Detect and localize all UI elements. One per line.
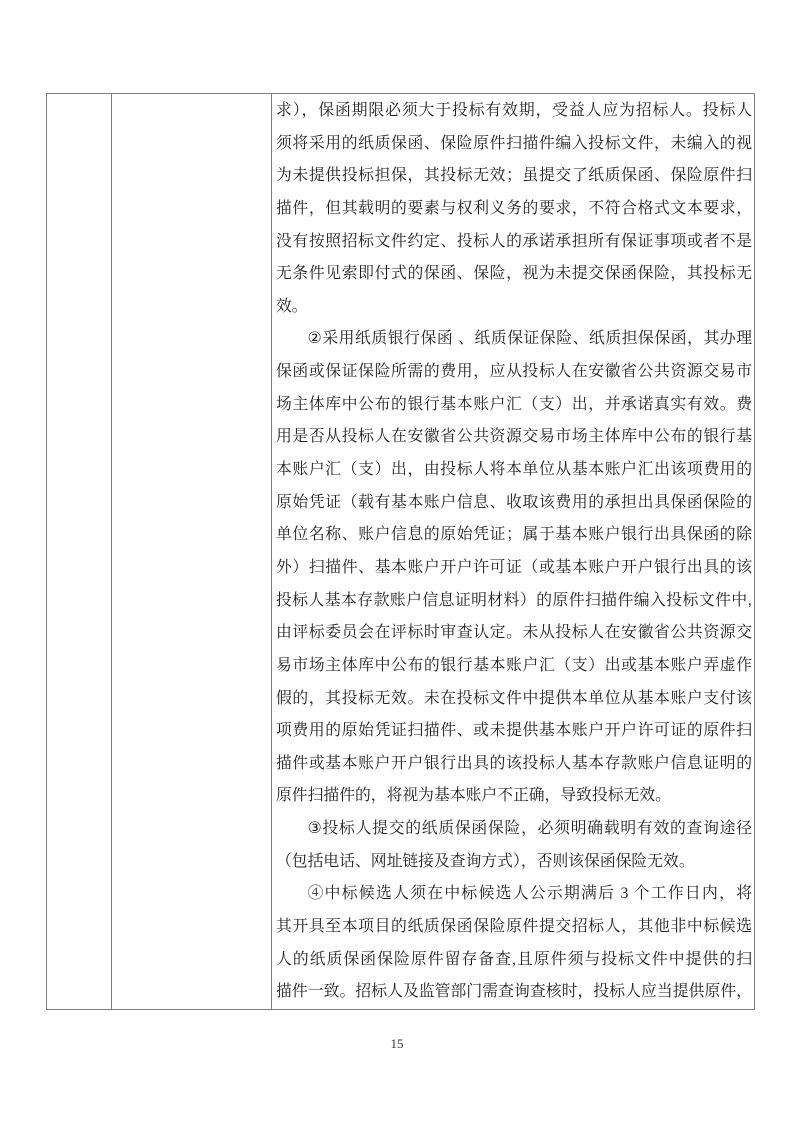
content-table (46, 93, 755, 1010)
table-cell-middle (112, 94, 272, 1009)
text-line: 假的，其投标无效。未在投标文件中提供本单位从基本账户支付该 (276, 689, 752, 707)
text-line: 项费用的原始凭证扫描件、或未提供基本账户开户许可证的原件扫 (276, 722, 752, 740)
text-line: 保函或保证保险所需的费用，应从投标人在安徽省公共资源交易市 (276, 363, 752, 381)
text-line: 人的纸质保函保险原件留存备查,且原件须与投标文件中提供的扫 (276, 950, 752, 968)
text-line: 其开具至本项目的纸质保函保险原件提交招标人，其他非中标候选 (276, 918, 752, 936)
text-line: 原始凭证（载有基本账户信息、收取该费用的承担出具保函保险的 (276, 493, 752, 511)
text-line: 本账户汇（支）出，由投标人将本单位从基本账户汇出该项费用的 (276, 461, 752, 479)
text-line: 效。 (276, 297, 308, 315)
text-line: 求），保函期限必须大于投标有效期，受益人应为招标人。投标人 (276, 102, 752, 119)
text-line: ③投标人提交的纸质保函保险，必须明确载明有效的查询途径 (307, 820, 752, 838)
text-line: 用是否从投标人在安徽省公共资源交易市场主体库中公布的银行基 (276, 428, 752, 446)
text-line: 场主体库中公布的银行基本账户汇（支）出，并承诺真实有效。费 (276, 395, 752, 413)
text-line: 易市场主体库中公布的银行基本账户汇（支）出或基本账户弄虚作 (276, 656, 752, 674)
text-line: （包括电话、网址链接及查询方式），否则该保函保险无效。 (276, 852, 695, 870)
text-line: 投标人基本存款账户信息证明材料）的原件扫描件编入投标文件中, (276, 591, 752, 609)
text-line: 描件一致。招标人及监管部门需查询查核时，投标人应当提供原件， (276, 983, 752, 1001)
text-line: 由评标委员会在评标时审查认定。未从投标人在安徽省公共资源交 (276, 624, 752, 642)
text-line: 没有按照招标文件约定、投标人的承诺承担所有保证事项或者不是 (276, 232, 752, 250)
text-line: 描件或基本账户开户银行出具的该投标人基本存款账户信息证明的 (276, 754, 752, 772)
text-line: ④中标候选人须在中标候选人公示期满后 3 个工作日内，将 (307, 885, 752, 903)
text-line: 外）扫描件、基本账户开户许可证（或基本账户开户银行出具的该 (276, 558, 752, 576)
text-line: 单位名称、账户信息的原始凭证；属于基本账户银行出具保函的除 (276, 526, 752, 544)
text-line: 原件扫描件的，将视为基本账户不正确，导致投标无效。 (276, 787, 671, 805)
text-line: 无条件见索即付式的保函、保险，视为未提交保函保险，其投标无 (276, 265, 752, 283)
text-line: 描件，但其载明的要素与权利义务的要求，不符合格式文本要求， (276, 199, 752, 217)
text-line: 须将采用的纸质保函、保险原件扫描件编入投标文件，未编入的视 (276, 134, 752, 152)
table-cell-content (272, 94, 754, 1009)
page-number: 15 (390, 1036, 404, 1051)
text-line: 为未提供投标担保，其投标无效；虽提交了纸质保函、保险原件扫 (276, 167, 752, 185)
table-cell-left (47, 94, 112, 1009)
text-line: ②采用纸质银行保函 、纸质保证保险、纸质担保保函，其办理 (307, 330, 752, 348)
